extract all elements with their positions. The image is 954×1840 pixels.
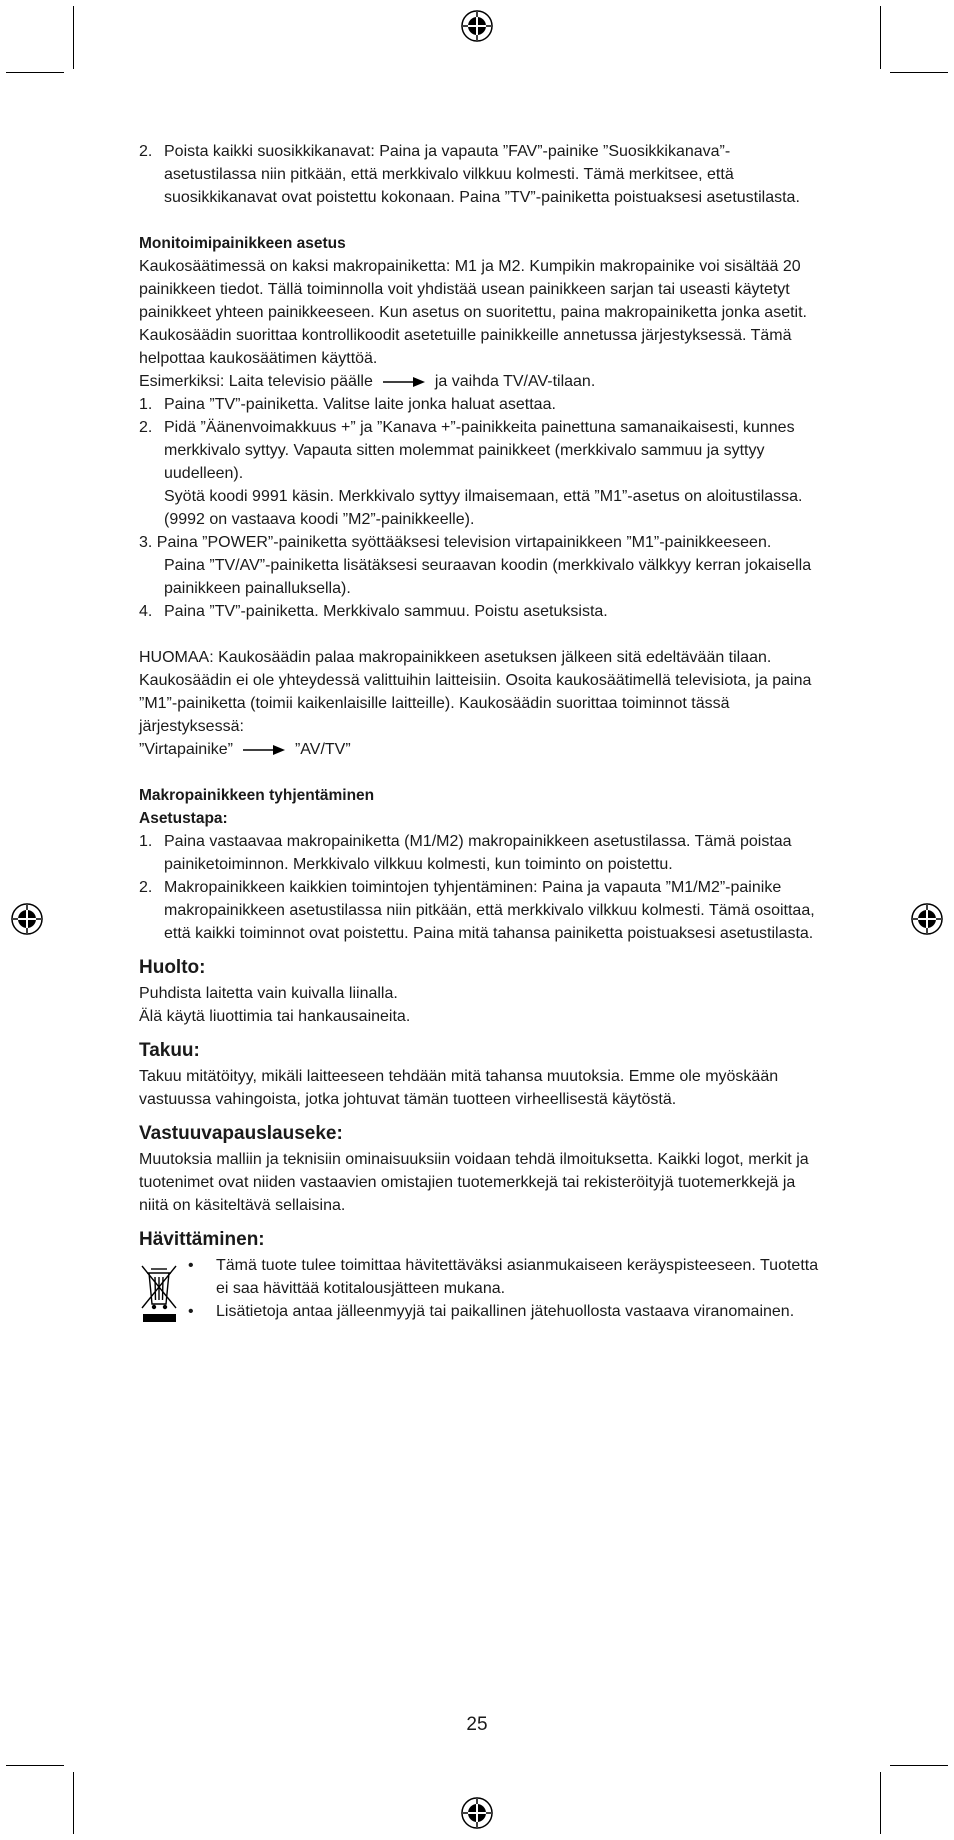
list-text: Paina vastaavaa makropainiketta (M1/M2) makropainikkeen asetustilassa. Tämä poistaa painiketoiminnon. Merkkivalo vilkkuu kolmesti, kun toiminto on poistettu. [164, 833, 792, 873]
paragraph: Takuu mitätöityy, mikäli laitteeseen tehdään mitä tahansa muutoksia. Emme ole myöskään vastuussa vahingoista, jotka johtuvat tämän tuotteen virheellisestä käytöstä. [139, 1068, 779, 1108]
registration-mark-icon [460, 1796, 494, 1830]
list-item [139, 600, 819, 623]
list-number: 4. [139, 603, 153, 620]
crop-mark-bottom-right-v [880, 1772, 881, 1834]
section-subheading: Asetustapa: [139, 810, 228, 827]
list-number: 2. [139, 143, 153, 160]
list-item [139, 876, 819, 945]
paragraph: Kaukosäätimessä on kaksi makropainiketta: M1 ja M2. Kumpikin makropainike voi sisältää 20 painikkeen tiedot. Tällä toiminnolla voit yhdistää usean painikkeen sarjan tai useasti käytetyt painikkeet yhteen painikkeeseen. Kun asetus on suoritettu, paina makropainiketta jonka asetit. Kaukosäädin suorittaa kontrollikoodit asetetuille painikkeille annetussa järjestyksessä. Tämä helpottaa kaukosäätimen käyttöä. [139, 258, 807, 367]
list-text: Paina ”TV”-painiketta. Merkkivalo sammuu. Poistu asetuksista. [164, 603, 608, 620]
list-text: Syötä koodi 9991 käsin. Merkkivalo syttyy ilmaisemaan, että ”M1”-asetus on aloitustilassa. (9992 on vastaava koodi ”M2”-painikkeelle). [164, 488, 803, 528]
list-item [139, 416, 819, 531]
example-before: Esimerkiksi: Laita televisio päälle [139, 373, 373, 390]
paragraph: Muutoksia malliin ja teknisiin ominaisuuksiin voidaan tehdä ilmoituksetta. Kaikki logot, merkit ja tuotenimet ovat niiden vastaavien omistajien tuotemerkkejä tai rekisteröityjä tuotemerkkejä ja niitä on käsiteltävä sellaisina. [139, 1151, 809, 1214]
list-item [139, 393, 819, 416]
section-heading-disclaimer: Vastuuvapauslauseke: [139, 1123, 343, 1144]
registration-mark-icon [460, 9, 494, 43]
list-text: Paina ”TV/AV”-painiketta lisätäksesi seuraavan koodin (merkkivalo välkkyy kerran jokaisella painikkeen painalluksella). [164, 557, 812, 597]
example-after: ja vaihda TV/AV-tilaan. [434, 373, 596, 390]
list-text: Paina ”TV”-painiketta. Valitse laite jonka haluat asettaa. [164, 396, 556, 413]
list-item [139, 830, 819, 876]
note-paragraph: HUOMAA: Kaukosäädin palaa makropainikkeen asetuksen jälkeen sitä edeltävään tilaan. Kaukosäädin ei ole yhteydessä valittuihin laitteisiin. Osoita kaukosäätimellä televisiota, ja paina ”M1”-painiketta (toimii kaikenlaisille laitteille). Kaukosäädin suorittaa toiminnot tässä järjestyksessä: [139, 649, 812, 735]
list-number: 1. [139, 833, 153, 850]
list-item [139, 140, 819, 209]
list-text: Lisätietoja antaa jälleenmyyjä tai paikallinen jätehuollosta vastaava viranomainen. [216, 1303, 795, 1320]
list-number: 2. [139, 419, 153, 436]
arrow-right-icon [383, 377, 425, 387]
paragraph: Älä käytä liuottimia tai hankausaineita. [139, 1008, 411, 1025]
section-heading-macro-setup: Monitoimipainikkeen asetus [139, 235, 346, 252]
section-heading-maintenance: Huolto: [139, 957, 206, 978]
section-heading-disposal: Hävittäminen: [139, 1229, 265, 1250]
sequence-to: ”AV/TV” [294, 741, 351, 758]
list-text: Tämä tuote tulee toimittaa hävitettäväksi asianmukaiseen keräyspisteeseen. Tuotetta ei saa hävittää kotitalousjätteen mukana. [216, 1257, 819, 1297]
crop-mark-top-right-h [890, 72, 948, 73]
crop-mark-top-left-h [6, 72, 64, 73]
registration-mark-icon [910, 902, 944, 936]
sequence-from: ”Virtapainike” [139, 741, 233, 758]
list-item [139, 1300, 819, 1323]
list-text: Pidä ”Äänenvoimakkuus +” ja ”Kanava +”-painikkeita painettuna samanaikaisesti, kunnes merkkivalo syttyy. Vapauta sitten molemmat painikkeet (merkkivalo sammuu ja syttyy uudelleen). [164, 419, 795, 482]
crop-mark-bottom-left-h [6, 1765, 64, 1766]
list-text: Makropainikkeen kaikkien toimintojen tyhjentäminen: Paina ja vapauta ”M1/M2”-painike makropainikkeen asetustilassa niin pitkään, että merkkivalo vilkkuu kolmesti. Tämä osoittaa, että kaikki toiminnot ovat poistettu. Paina mitä tahansa painiketta poistuaksesi asetustilasta. [164, 879, 815, 942]
list-item [139, 531, 819, 600]
sequence-line [139, 738, 819, 761]
list-item [139, 1254, 819, 1300]
list-number: 1. [139, 396, 153, 413]
list-number: 2. [139, 879, 153, 896]
page-content [139, 140, 819, 1323]
bullet: • [188, 1257, 194, 1274]
section-heading-warranty: Takuu: [139, 1040, 200, 1061]
list-text: 3. Paina ”POWER”-painiketta syöttääksesi television virtapainikkeen ”M1”-painikkeeseen. [139, 534, 772, 551]
disposal-block [139, 1254, 819, 1323]
paragraph: Puhdista laitetta vain kuivalla liinalla. [139, 985, 398, 1002]
crop-mark-bottom-right-h [890, 1765, 948, 1766]
crop-mark-top-left-v [73, 6, 74, 69]
registration-mark-icon [10, 902, 44, 936]
crop-mark-top-right-v [880, 6, 881, 69]
page-number: 25 [466, 1714, 488, 1735]
list-text: Poista kaikki suosikkikanavat: Paina ja vapauta ”FAV”-painike ”Suosikkikanava”-asetustilassa niin pitkään, että merkkivalo vilkkuu kolmesti. Tämä merkitsee, että suosikkikanavat ovat poistettu kokonaan. Paina ”TV”-painiketta poistuaksesi asetustilasta. [164, 143, 800, 206]
section-heading-macro-clear: Makropainikkeen tyhjentäminen [139, 787, 375, 804]
arrow-right-icon [243, 745, 285, 755]
example-line [139, 370, 819, 393]
crop-mark-bottom-left-v [73, 1772, 74, 1834]
bullet: • [188, 1303, 194, 1320]
